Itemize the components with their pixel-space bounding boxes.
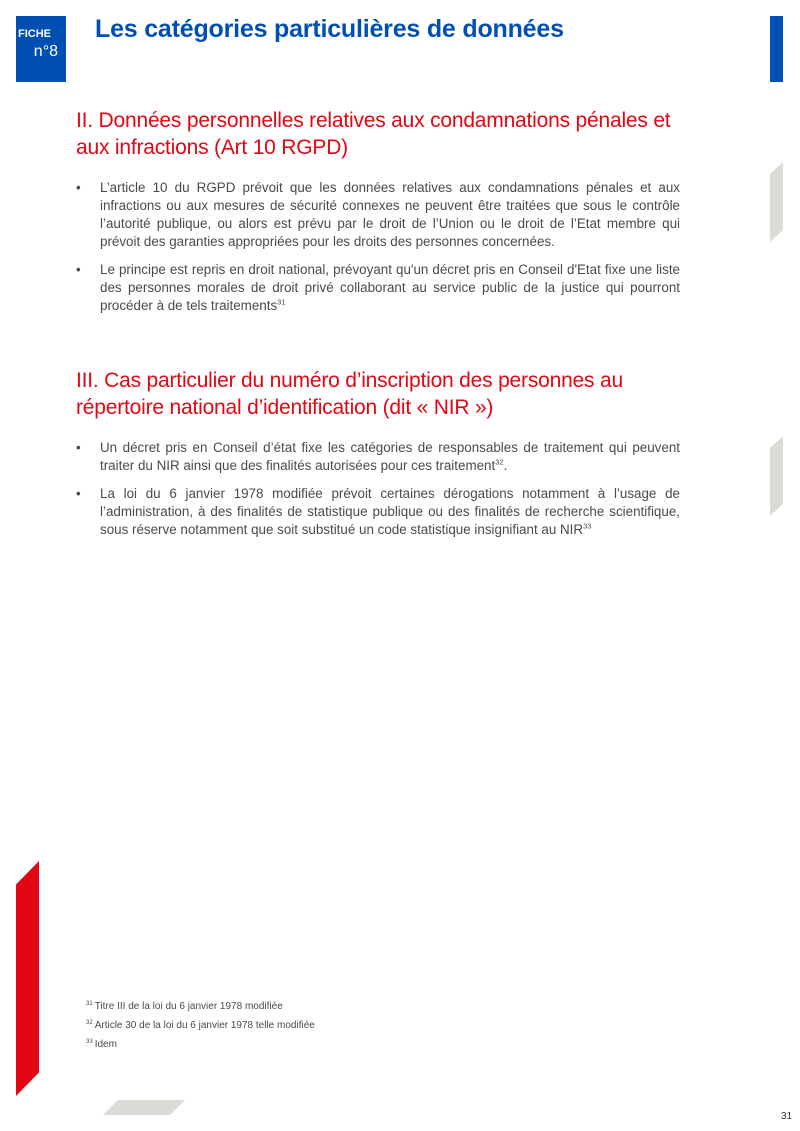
bullet-list xyxy=(76,439,680,539)
footnotes xyxy=(86,997,315,1054)
page-number: 31 xyxy=(781,1111,793,1122)
list-item xyxy=(76,261,680,315)
decorative-red-band xyxy=(16,861,39,1096)
fiche-label: FICHE xyxy=(18,28,51,40)
footnote-33 xyxy=(86,1035,315,1054)
footnote-32 xyxy=(86,1016,315,1035)
footnote-text: Idem xyxy=(94,1039,117,1050)
bullet-text: L’article 10 du RGPD prévoit que les données relatives aux condamnations pénales et aux infractions ou aux mesures de sécurité connexes ne peuvent être traitées que sous le contrôle l’autorité publique, ou alors est prévu par le droit de l’Union ou le droit de l’Etat membre qui prévoit des garanties appropriées pour les droits des personnes concernées. xyxy=(100,180,680,249)
footnote-text: Article 30 de la loi du 6 janvier 1978 telle modifiée xyxy=(94,1020,315,1031)
header-accent-bar xyxy=(770,16,783,82)
decorative-gray-band xyxy=(770,162,783,242)
fiche-number: n°8 xyxy=(33,43,58,60)
bullet-icon: • xyxy=(76,486,81,501)
footnote-number: 31 xyxy=(86,1000,93,1007)
section-heading: III. Cas particulier du numéro d’inscription des personnes au répertoire national d’identification (dit « NIR ») xyxy=(76,369,623,419)
decorative-gray-band xyxy=(770,436,783,516)
decorative-gray-parallelogram xyxy=(103,1100,185,1115)
footnote-ref[interactable]: 33 xyxy=(583,521,592,531)
footnote-text: Titre III de la loi du 6 janvier 1978 modifiée xyxy=(94,1001,283,1012)
section-heading: II. Données personnelles relatives aux condamnations pénales et aux infractions (Art 10 RGPD) xyxy=(76,109,671,159)
section-nir xyxy=(76,367,680,549)
bullet-icon: • xyxy=(76,180,81,195)
list-item xyxy=(76,485,680,539)
bullet-icon: • xyxy=(76,262,81,277)
list-item xyxy=(76,179,680,251)
fiche-badge xyxy=(16,16,66,82)
footnote-number: 33 xyxy=(86,1038,93,1045)
bullet-text: Le principe est repris en droit national, prévoyant qu'un décret pris en Conseil d'Etat fixe une liste des personnes morales de droit privé collaborant au service public de la justice qui pourront procéder à de tels traitements xyxy=(100,262,680,313)
bullet-suffix: . xyxy=(503,458,508,473)
bullet-text: Un décret pris en Conseil d’état fixe les catégories de responsables de traitement qui peuvent traiter du NIR ainsi que des finalités autorisées pour ces traitement xyxy=(100,440,680,473)
bullet-icon: • xyxy=(76,440,81,455)
footnote-ref[interactable]: 31 xyxy=(277,297,286,307)
page-title: Les catégories particulières de données xyxy=(95,15,564,43)
section-art10 xyxy=(76,107,680,325)
footnote-ref[interactable]: 32 xyxy=(495,457,504,467)
footnote-31 xyxy=(86,997,315,1016)
footnote-number: 32 xyxy=(86,1019,93,1026)
bullet-list xyxy=(76,179,680,315)
list-item xyxy=(76,439,680,475)
bullet-text: La loi du 6 janvier 1978 modifiée prévoit certaines dérogations notamment à l’usage de l’administration, à des finalités de statistique publique ou des finalités de recherche scientifique, sous réserve notamment que soit substitué un code statistique insignifiant au NIR xyxy=(100,486,680,537)
